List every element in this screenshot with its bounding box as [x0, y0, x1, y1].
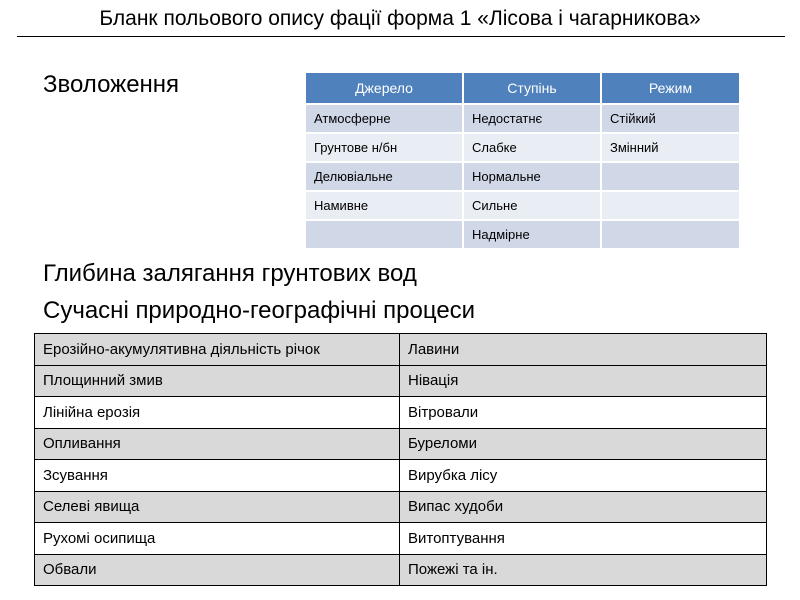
table-cell: Нівація: [400, 365, 767, 397]
moisture-header-source: Джерело: [306, 73, 463, 104]
table-cell: Витоптування: [400, 523, 767, 555]
table-cell: Делювіальне: [306, 162, 463, 191]
table-cell: Намивне: [306, 191, 463, 220]
table-cell: Грунтове н/бн: [306, 133, 463, 162]
table-cell: Опливання: [35, 428, 400, 460]
table-cell: Обвали: [35, 554, 400, 586]
table-cell: Недостатнє: [463, 104, 601, 133]
table-cell: Випас худоби: [400, 491, 767, 523]
table-row: [35, 397, 767, 429]
table-cell: [601, 191, 739, 220]
table-row: [35, 523, 767, 555]
groundwater-depth-heading: Глибина залягання грунтових вод: [43, 260, 417, 287]
table-cell: Сильне: [463, 191, 601, 220]
table-row: [306, 220, 739, 249]
table-row: [306, 162, 739, 191]
table-cell: Площинний змив: [35, 365, 400, 397]
table-cell: Стійкий: [601, 104, 739, 133]
table-cell: Атмосферне: [306, 104, 463, 133]
table-cell: Зсування: [35, 460, 400, 492]
table-cell: Ерозійно-акумулятивна діяльність річок: [35, 334, 400, 366]
table-cell: [306, 220, 463, 249]
moisture-header-regime: Режим: [601, 73, 739, 104]
table-cell: Вітровали: [400, 397, 767, 429]
moisture-heading: Зволоження: [43, 71, 180, 98]
table-cell: Лавини: [400, 334, 767, 366]
table-cell: Рухомі осипища: [35, 523, 400, 555]
table-cell: Нормальне: [463, 162, 601, 191]
table-row: [35, 554, 767, 586]
table-row: [35, 334, 767, 366]
table-row: [35, 428, 767, 460]
table-cell: Слабке: [463, 133, 601, 162]
moisture-header-degree: Ступінь: [463, 73, 601, 104]
table-row: [35, 365, 767, 397]
table-cell: Надмірне: [463, 220, 601, 249]
table-row: [35, 460, 767, 492]
table-cell: Буреломи: [400, 428, 767, 460]
moisture-table: [306, 73, 739, 250]
table-cell: Пожежі та ін.: [400, 554, 767, 586]
processes-table: [34, 333, 767, 586]
moisture-table-header-row: [306, 73, 739, 104]
title-divider: [17, 36, 785, 37]
table-cell: Змінний: [601, 133, 739, 162]
page-title: Бланк польового опису фації форма 1 «Лісова і чагарникова»: [99, 7, 701, 30]
table-cell: [601, 162, 739, 191]
table-cell: Вирубка лісу: [400, 460, 767, 492]
table-row: [306, 191, 739, 220]
table-row: [306, 104, 739, 133]
table-cell: Селеві явища: [35, 491, 400, 523]
table-row: [35, 491, 767, 523]
table-cell: Лінійна ерозія: [35, 397, 400, 429]
processes-heading: Сучасні природно-географічні процеси: [43, 297, 476, 324]
table-row: [306, 133, 739, 162]
table-cell: [601, 220, 739, 249]
